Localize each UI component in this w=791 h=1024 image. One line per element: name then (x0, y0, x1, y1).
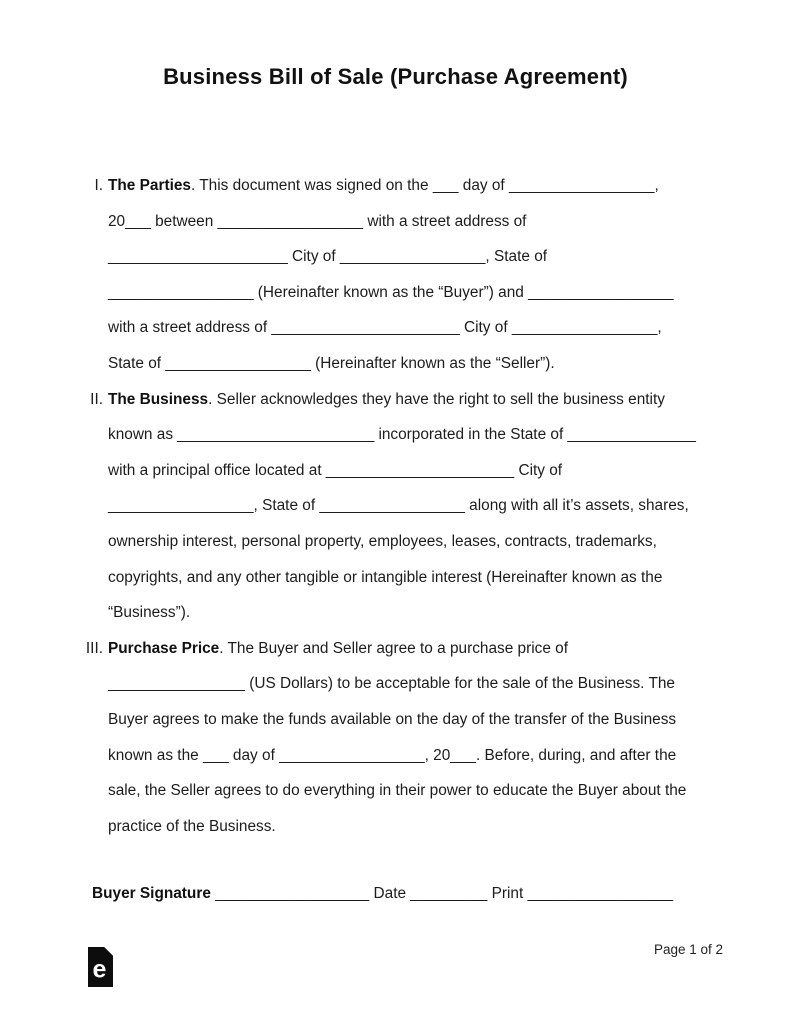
buyer-signature-row (92, 884, 791, 904)
paragraph-text: . Seller acknowledges they have the right to sell the business entity (208, 390, 665, 408)
paragraph-line: Buyer agrees to make the funds available on the day of the transfer of the Business (108, 710, 677, 728)
paragraph-line: known as the ___ day of _________________, 20___. Before, during, and after the (108, 746, 677, 764)
buyer-signature-blanks: __________________ Date _________ Print _________________ (210, 885, 674, 903)
paragraph-line: copyrights, and any other tangible or intangible interest (Hereinafter known as the (108, 568, 663, 586)
section-numeral: II. (90, 390, 103, 408)
eforms-logo-icon (88, 947, 113, 987)
paragraph-line: ________________ (US Dollars) to be acceptable for the sale of the Business. The (108, 675, 675, 693)
document-title: Business Bill of Sale (Purchase Agreement) (163, 64, 628, 89)
page-indicator: Page 1 of 2 (653, 942, 723, 957)
paragraph-line: 20___ between _________________ with a street address of (108, 212, 527, 230)
section-heading: Purchase Price (108, 639, 220, 657)
section-heading: The Business (108, 390, 209, 408)
document-body (85, 168, 791, 844)
paragraph-line (94, 168, 791, 204)
section-heading: The Parties (108, 177, 191, 194)
section-numeral: I. (94, 177, 103, 194)
section-the-parties (94, 168, 791, 382)
paragraph-line: “Business”). (108, 604, 191, 622)
section-numeral: III. (85, 639, 103, 657)
paragraph-line: _____________________ City of _________________, State of (108, 248, 548, 266)
paragraph-line (85, 631, 791, 667)
buyer-signature-label: Buyer Signature (92, 885, 211, 903)
paragraph-line: with a street address of ______________________ City of _________________, (108, 319, 662, 337)
paragraph-line: known as _______________________ incorporated in the State of _______________ (108, 426, 696, 444)
paragraph-line: practice of the Business. (108, 817, 276, 835)
section-purchase-price (85, 631, 791, 845)
paragraph-text: . This document was signed on the ___ day of _________________, (190, 177, 659, 194)
paragraph-line (90, 382, 791, 418)
paragraph-text: . The Buyer and Seller agree to a purchase price of (219, 639, 569, 657)
paragraph-line: sale, the Seller agrees to do everything in their power to educate the Buyer about the (108, 782, 687, 800)
section-the-business (90, 382, 791, 631)
paragraph-line: ownership interest, personal property, employees, leases, contracts, trademarks, (108, 532, 657, 550)
logo-letter: e (92, 955, 107, 984)
paragraph-line: State of _________________ (Hereinafter known as the “Seller”). (108, 354, 555, 372)
paragraph-line: _________________ (Hereinafter known as the “Buyer”) and _________________ (108, 283, 674, 301)
paragraph-line: _________________, State of _________________ along with all it’s assets, shares, (108, 497, 689, 515)
paragraph-line: with a principal office located at ______________________ City of (108, 461, 563, 479)
